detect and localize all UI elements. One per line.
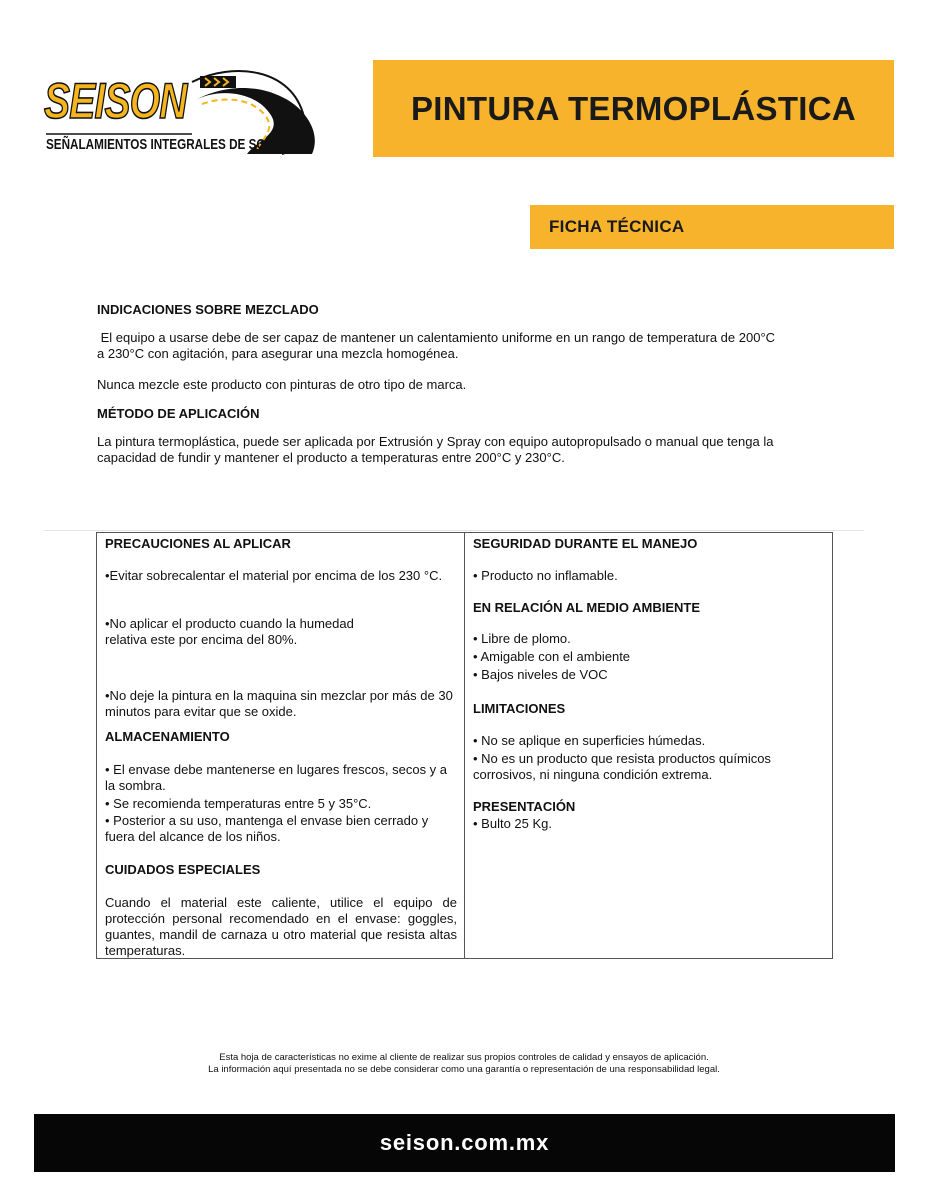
method-paragraph: [97, 434, 837, 466]
mixing-paragraph-line: El equipo a usarse debe de ser capaz de mantener un calentamiento uniforme en un rango de temperatura de 200°C: [97, 330, 776, 345]
sheet-type-banner: [530, 205, 894, 249]
footer-bar: [34, 1114, 895, 1172]
precautions-heading: PRECAUCIONES AL APLICAR: [105, 536, 291, 551]
website-link[interactable]: seison.com.mx: [379, 1130, 550, 1155]
disclaimer-line: La información aquí presentada no se debe considerar como una garantía o representación de una responsabilidad legal.: [208, 1064, 720, 1075]
presentation-heading: PRESENTACIÓN: [473, 799, 576, 814]
limitations-heading: LIMITACIONES: [473, 701, 566, 716]
column-divider: [464, 533, 465, 958]
mixing-heading: INDICACIONES SOBRE MEZCLADO: [97, 302, 319, 317]
care-text: Cuando el material este caliente, utilice el equipo de protección personal recomendado en el envase: goggles, guantes, mandil de carnaza u otro material que resista altas temperaturas.: [105, 895, 457, 958]
disclaimer: [0, 1052, 928, 1076]
sheet-type-label: FICHA TÉCNICA: [549, 217, 685, 236]
mixing-warning: Nunca mezcle este producto con pinturas de otro tipo de marca.: [97, 377, 467, 392]
limitation-item: • No se aplique en superficies húmedas.: [473, 733, 706, 748]
environment-item: • Libre de plomo.: [473, 631, 571, 646]
precaution-line: •No aplicar el producto cuando la humedad: [105, 616, 354, 631]
safety-item: • Producto no inflamable.: [473, 568, 618, 583]
title-banner: [373, 60, 894, 157]
presentation-item: • Bulto 25 Kg.: [473, 816, 552, 831]
safety-heading: SEGURIDAD DURANTE EL MANEJO: [473, 536, 698, 551]
logo-wordmark: SEISON: [44, 73, 187, 129]
method-paragraph-line: La pintura termoplástica, puede ser aplicada por Extrusión y Spray con equipo autopropulsado o manual que tenga la: [97, 434, 774, 449]
environment-item: • Amigable con el ambiente: [473, 649, 631, 664]
disclaimer-line: Esta hoja de características no exime al cliente de realizar sus propios controles de calidad y ensayos de aplicación.: [219, 1052, 709, 1063]
precaution-item: •No deje la pintura en la maquina sin mezclar por más de 30 minutos para evitar que se oxide.: [105, 688, 453, 719]
care-heading: CUIDADOS ESPECIALES: [105, 862, 261, 877]
precaution-line: relativa este por encima del 80%.: [105, 632, 298, 647]
environment-item: • Bajos niveles de VOC: [473, 667, 608, 682]
company-logo: [42, 62, 332, 172]
mixing-paragraph: [97, 330, 837, 362]
storage-heading: ALMACENAMIENTO: [105, 729, 230, 744]
page-title: PINTURA TERMOPLÁSTICA: [410, 89, 857, 127]
precaution-item: •Evitar sobrecalentar el material por encima de los 230 °C.: [105, 568, 443, 583]
method-heading: MÉTODO DE APLICACIÓN: [97, 406, 260, 421]
environment-heading: EN RELACIÓN AL MEDIO AMBIENTE: [473, 600, 701, 615]
method-paragraph-line: capacidad de fundir y mantener el producto a temperaturas entre 200°C y 230°C.: [97, 450, 565, 465]
limitation-item: • No es un producto que resista productos químicos corrosivos, ni ninguna condición extrema.: [473, 751, 771, 782]
divider: [44, 530, 864, 531]
info-table: [96, 532, 833, 959]
storage-item: • El envase debe mantenerse en lugares frescos, secos y a la sombra.: [105, 762, 448, 793]
precaution-item: [105, 616, 457, 648]
storage-item: • Se recomienda temperaturas entre 5 y 35°C.: [105, 796, 372, 811]
storage-item: • Posterior a su uso, mantenga el envase bien cerrado y fuera del alcance de los niños.: [105, 813, 429, 844]
mixing-paragraph-line: a 230°C con agitación, para asegurar una mezcla homogénea.: [97, 346, 459, 361]
logo-subtitle: SEÑALAMIENTOS INTEGRALES DE SONORA: [46, 136, 300, 153]
